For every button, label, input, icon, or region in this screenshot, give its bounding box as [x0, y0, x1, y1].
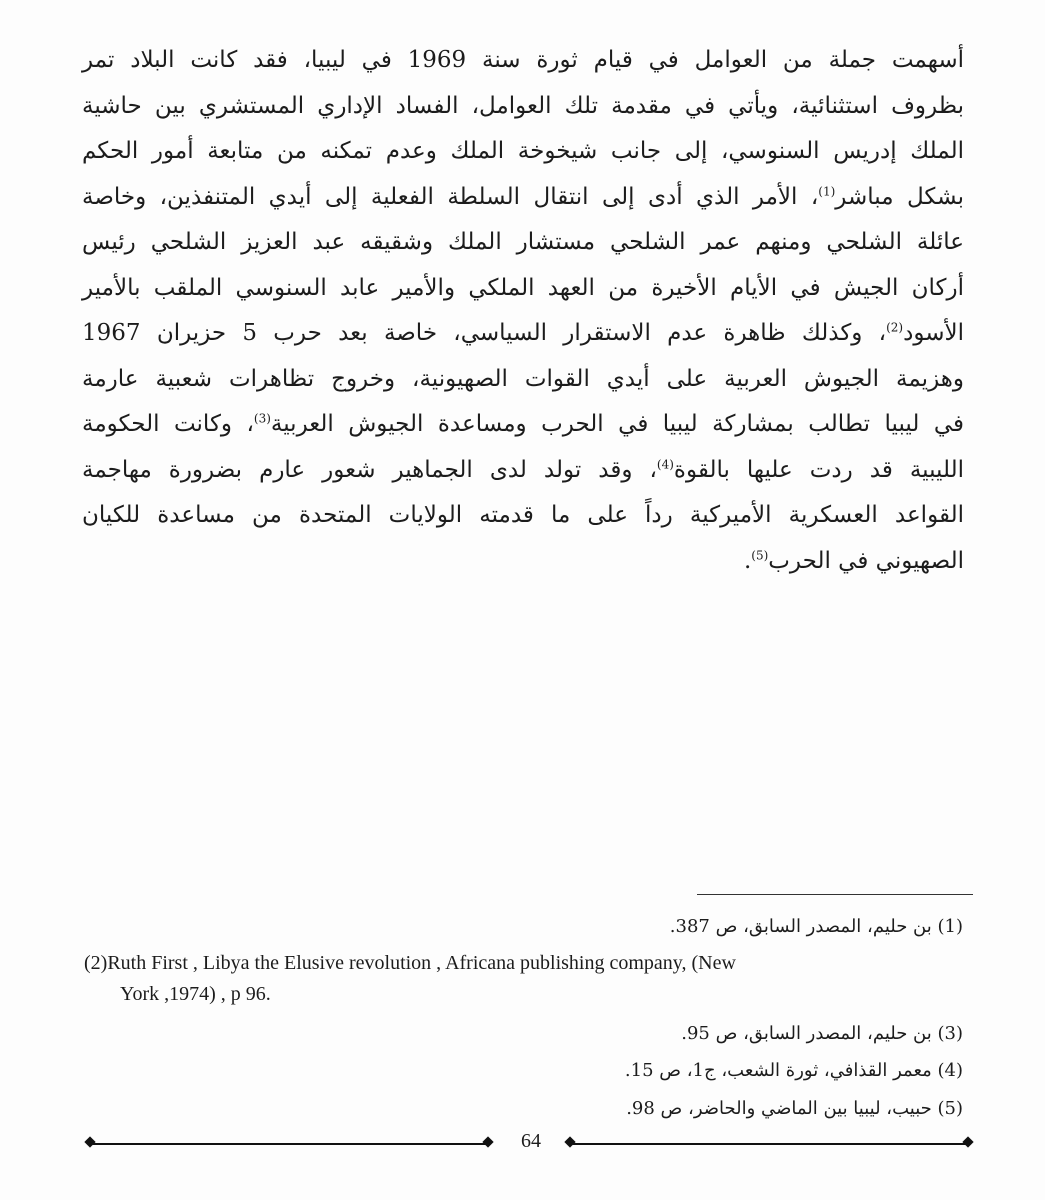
footnote-4: (4) معمر القذافي، ثورة الشعب، ج1، ص 15. [624, 1060, 963, 1081]
page-divider-right [570, 1143, 968, 1145]
text-line: الأسود$^{(2)}$، وكذلك ظاهرة عدم الاستقرار السياسي، خاصة بعد حرب 5 حزيران 1967 [82, 320, 965, 346]
footnote-ref-4: (4) [656, 456, 674, 471]
footnote-ref-5: (5) [751, 547, 769, 562]
divider-right-end-diamond [962, 1136, 973, 1147]
text-line: أسهمت جملة من العوامل في قيام ثورة سنة 1969 في ليبيا، فقد كانت البلاد تمر [82, 47, 964, 73]
page-divider-left [90, 1143, 488, 1145]
body-paragraph [82, 38, 964, 584]
divider-right-start-diamond [564, 1136, 575, 1147]
footnote-5: (5) حبيب، ليبيا بين الماضي والحاضر، ص 98. [626, 1098, 963, 1119]
divider-left-end-diamond [482, 1136, 493, 1147]
footnote-2-line-1: (2)Ruth First , Libya the Elusive revolution , Africana publishing company, (New [84, 952, 736, 974]
text-line: بشكل مباشر$^{(1)}$، الأمر الذي أدى إلى انتقال السلطة الفعلية إلى أيدي المتنفذين، وخاصة [82, 183, 964, 210]
text-line: الصهيوني في الحرب$^{(5)}$. [743, 547, 964, 574]
footnote-ref-2: (2) [886, 320, 904, 335]
footnote-3: (3) بن حليم، المصدر السابق، ص 95. [681, 1023, 963, 1044]
text-line: القواعد العسكرية الأميركية رداً على ما قدمته الولايات المتحدة من مساعدة للكيان [82, 502, 964, 528]
text-line: في ليبيا تطالب بمشاركة ليبيا في الحرب ومساعدة الجيوش العربية$^{(3)}$، وكانت الحكومة [82, 411, 964, 437]
divider-left-start-diamond [84, 1136, 95, 1147]
text-line: عائلة الشلحي ومنهم عمر الشلحي مستشار الملك وشقيقه عبد العزيز الشلحي رئيس [82, 229, 964, 255]
text-line: بظروف استثنائية، ويأتي في مقدمة تلك العوامل، الفساد الإداري المستشري بين حاشية [82, 92, 964, 119]
footnote-separator [697, 894, 973, 895]
text-line: أركان الجيش في الأيام الأخيرة من العهد الملكي والأمير عابد السنوسي الملقب بالأمير [82, 274, 964, 301]
footnote-ref-1: (1) [818, 183, 836, 198]
footnote-ref-3: (3) [253, 411, 271, 426]
text-line: وهزيمة الجيوش العربية على أيدي القوات الصهيونية، وخروج تظاهرات شعبية عارمة [82, 365, 964, 392]
footnote-2-line-2: York ,1974) , p 96. [120, 983, 271, 1005]
text-line: الملك إدريس السنوسي، إلى جانب شيخوخة الملك وعدم تمكنه من متابعة أمور الحكم [82, 138, 964, 164]
page-number: 64 [521, 1130, 541, 1152]
footnote-2 [84, 948, 964, 1010]
footnote-1: (1) بن حليم، المصدر السابق، ص 387. [669, 916, 963, 937]
text-line: الليبية قد ردت عليها بالقوة$^{(4)}$، وقد تولد لدى الجماهير شعور عارم بضرورة مهاجمة [82, 456, 964, 483]
